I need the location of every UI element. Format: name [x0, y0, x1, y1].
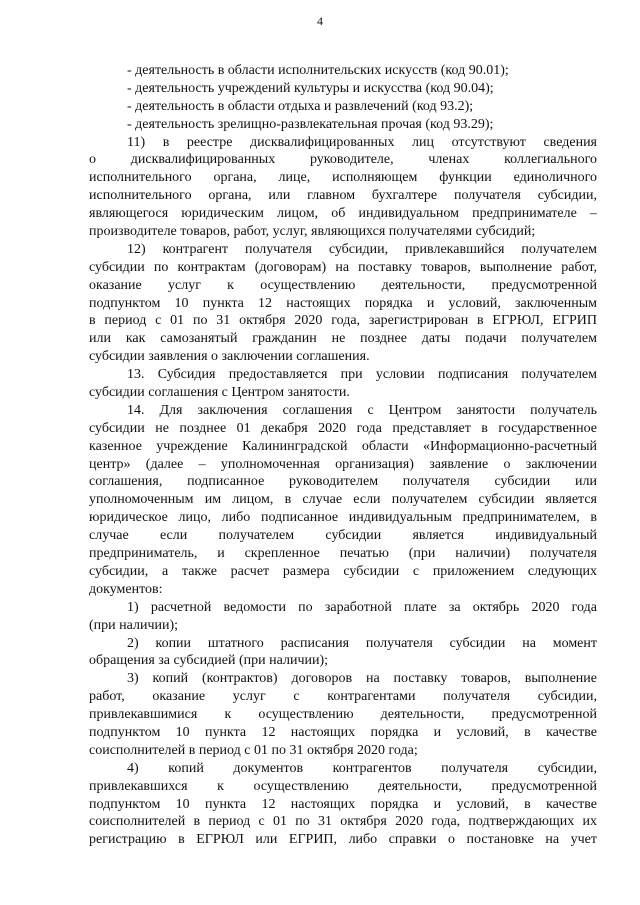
document-body [89, 62, 597, 849]
text-line: субсидии, а также расчет размера субсидии с приложением следующих [89, 563, 597, 579]
text-line: центр» (далее – уполномоченная организация) заявление о заключении [89, 456, 597, 472]
text-line: подпунктом 10 пункта 12 настоящих порядка и условий, в качестве [89, 724, 597, 740]
text-line: казенное учреждение Калининградской области «Информационно-расчетный [89, 438, 597, 454]
text-line: исполнительного органа, лице, исполняющем функции единоличного [89, 170, 597, 186]
text-line: являющегося юридическим лицом, об индивидуальном предпринимателе – [89, 206, 597, 222]
text-line: - деятельность зрелищно-развлекательная прочая (код 93.29); [127, 116, 494, 132]
text-line: или как самозанятый гражданин не позднее даты подачи получателем [89, 331, 597, 347]
text-line: документов: [89, 581, 163, 597]
text-line: (при наличии); [89, 617, 179, 633]
text-line: в период с 01 по 31 октября 2020 года, зарегистрирован в ЕГРЮЛ, ЕГРИП [89, 313, 597, 329]
text-line: привлекавшимися к осуществлению деятельности, предусмотренной [89, 707, 597, 723]
text-line: 12) контрагент получателя субсидии, привлекавшийся получателем [127, 241, 597, 257]
text-line: соглашения, подписанное руководителем получателя субсидии или [89, 474, 597, 490]
text-line: привлекавшихся к осуществлению деятельности, предусмотренной [89, 778, 597, 794]
text-line: случае если получателем субсидии является индивидуальный [89, 528, 597, 544]
text-line: подпунктом 10 пункта 12 настоящих порядка и условий, заключенным [89, 295, 597, 311]
text-line: субсидии не позднее 01 декабря 2020 года представляет в государственное [89, 420, 597, 436]
text-line: субсидии по контрактам (договорам) на поставку товаров, выполнение работ, [89, 259, 597, 275]
text-line: субсидии соглашения с Центром занятости. [89, 385, 350, 401]
text-line: - деятельность учреждений культуры и искусства (код 90.04); [127, 80, 494, 96]
text-line: 2) копии штатного расписания получателя субсидии на момент [127, 635, 597, 651]
text-line: 3) копий (контрактов) договоров на поставку товаров, выполнение [127, 671, 597, 687]
text-line: исполнительного органа, или главном бухгалтере получателя субсидии, [89, 188, 597, 204]
text-line: - деятельность в области исполнительских искусств (код 90.01); [127, 63, 509, 78]
text-line: 11) в реестре дисквалифицированных лиц отсутствуют сведения [127, 134, 597, 150]
text-line: производителе товаров, работ, услуг, являющихся получателями субсидий; [89, 224, 536, 240]
text-line: соисполнителей в период с 01 по 31 октября 2020 года, подтверждающих их [89, 814, 597, 830]
text-line: обращения за субсидией (при наличии); [89, 653, 329, 669]
text-line: работ, оказание услуг с контрагентами получателя субсидии, [89, 689, 597, 705]
text-line: регистрацию в ЕГРЮЛ или ЕГРИП, либо справки о постановке на учет [89, 832, 597, 848]
text-line: 13. Субсидия предоставляется при условии подписания получателем [127, 367, 597, 383]
text-line: 4) копий документов контрагентов получателя субсидии, [127, 760, 597, 776]
text-line: 1) расчетной ведомости по заработной плате за октябрь 2020 года [127, 599, 597, 615]
text-line: соисполнителей в период с 01 по 31 октября 2020 года; [89, 742, 418, 758]
text-line: оказание услуг к осуществлению деятельности, предусмотренной [89, 277, 597, 293]
text-line: предприниматель, и скрепленное печатью (при наличии) получателя [89, 546, 597, 562]
text-line: о дисквалифицированных руководителе, членах коллегиального [89, 152, 597, 168]
text-line: - деятельность в области отдыха и развлечений (код 93.2); [127, 98, 474, 114]
text-line: уполномоченным им лицом, в случае если получателем субсидии является [89, 492, 597, 508]
text-line: юридическое лицо, либо подписанное индивидуальным предпринимателем, в [89, 510, 597, 526]
page-number: 4 [317, 14, 323, 28]
text-line: субсидии заявления о заключении соглашения. [89, 349, 370, 365]
text-line: подпунктом 10 пункта 12 настоящих порядка и условий, в качестве [89, 796, 597, 812]
text-line: 14. Для заключения соглашения с Центром занятости получатель [127, 402, 597, 418]
